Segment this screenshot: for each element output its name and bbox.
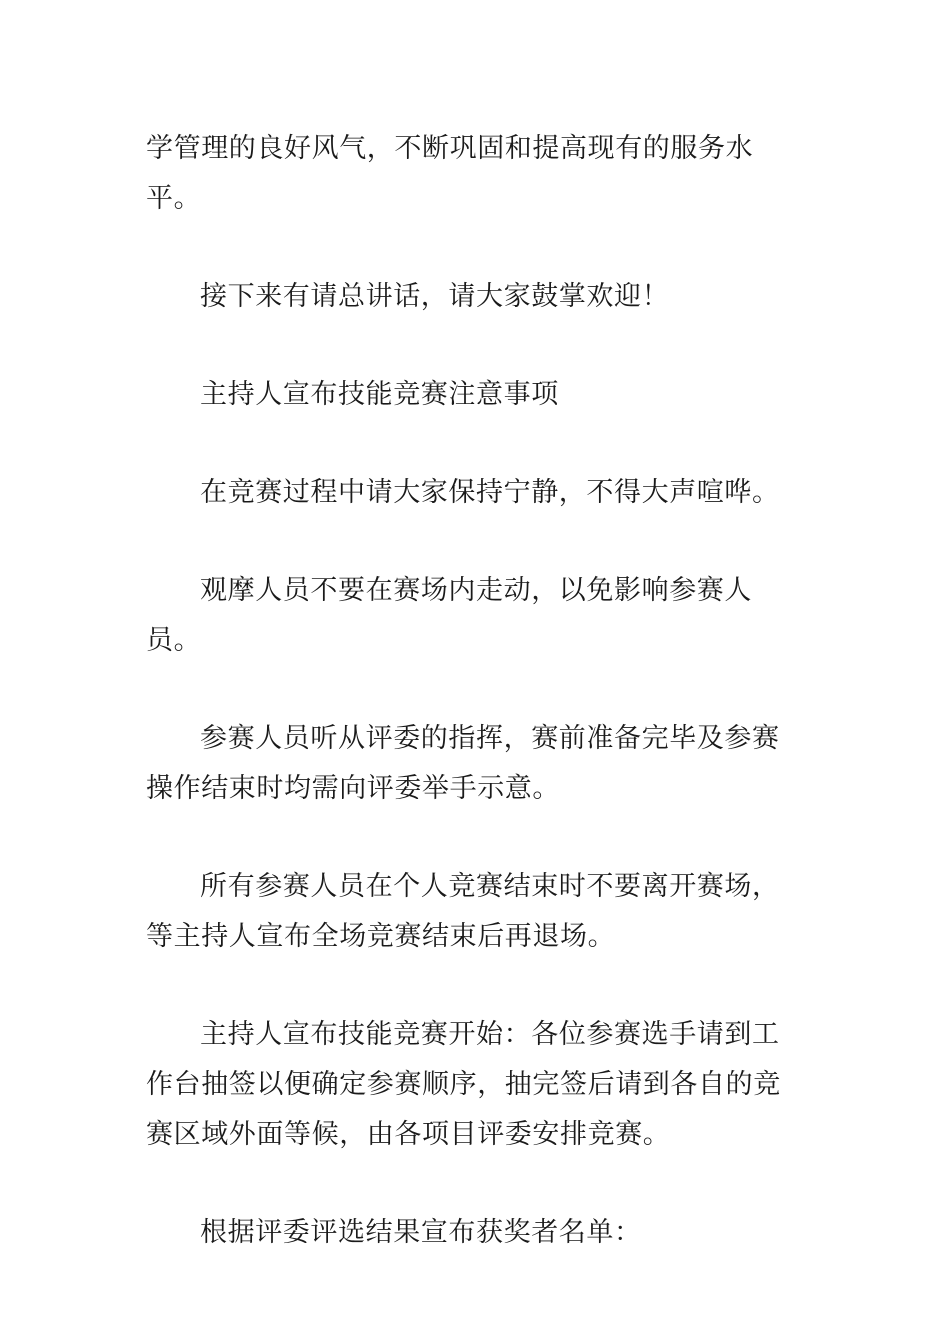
document-body xyxy=(146,124,806,1306)
paragraph-4: 在竞赛过程中请大家保持宁静，不得大声喧哗。 xyxy=(200,477,780,508)
paragraph-6: 参赛人员听从评委的指挥，赛前准备完毕及参赛操作结束时均需向评委举手示意。 xyxy=(146,723,780,804)
paragraph-7: 所有参赛人员在个人竞赛结束时不要离开赛场，等主持人宣布全场竞赛结束后再退场。 xyxy=(146,871,780,952)
paragraph-3: 主持人宣布技能竞赛注意事项 xyxy=(200,379,559,410)
paragraph-8: 主持人宣布技能竞赛开始：各位参赛选手请到工作台抽签以便确定参赛顺序，抽完签后请到各自的竞赛区域外面等候，由各项目评委安排竞赛。 xyxy=(146,1019,781,1150)
paragraph-5: 观摩人员不要在赛场内走动，以免影响参赛人员。 xyxy=(146,575,752,656)
paragraph-9: 根据评委评选结果宣布获奖者名单： xyxy=(200,1217,642,1248)
paragraph-1: 学管理的良好风气，不断巩固和提高现有的服务水平。 xyxy=(146,133,754,214)
paragraph-2: 接下来有请总讲话，请大家鼓掌欢迎！ xyxy=(200,281,670,312)
